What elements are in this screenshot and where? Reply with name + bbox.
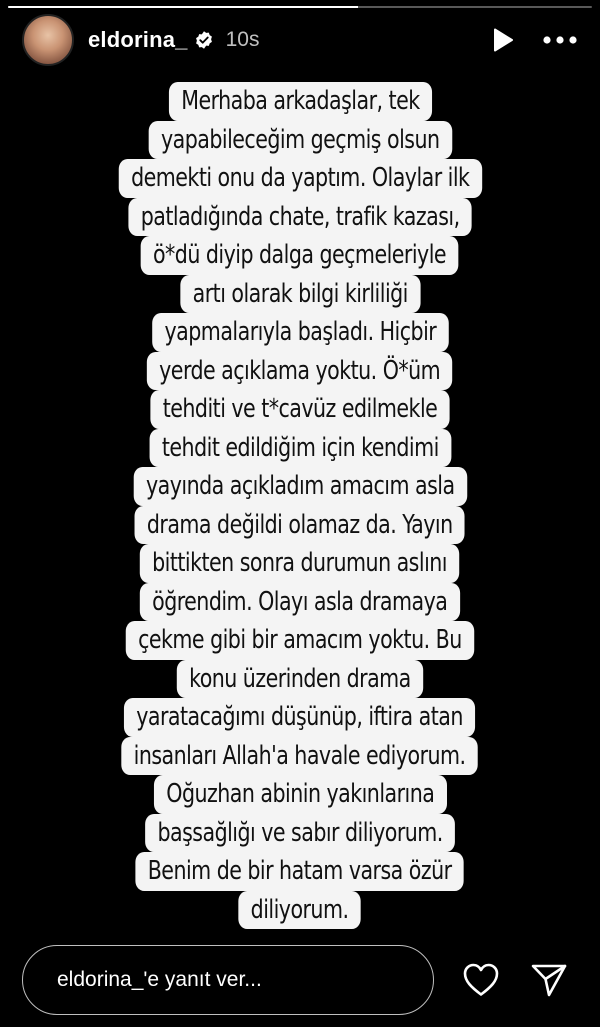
story-text-line: artı olarak bilgi kirliliği — [180, 275, 420, 314]
story-text-line: başsağlığı ve sabır diliyorum. — [145, 814, 455, 853]
story-text-line: yaratacağımı düşünüp, iftira atan — [124, 698, 475, 737]
send-button[interactable] — [530, 962, 568, 998]
story-text-line: drama değildi olamaz da. Yayın — [135, 506, 465, 545]
play-icon — [491, 27, 515, 53]
story-text-line: insanları Allah'a havale ediyorum. — [122, 737, 479, 776]
story-header — [22, 14, 578, 66]
reply-placeholder: eldorina_'e yanıt ver... — [57, 968, 262, 991]
story-text-line: diliyorum. — [239, 891, 361, 930]
story-text-line: konu üzerinden drama — [177, 660, 423, 699]
story-text-line: çekme gibi bir amacım yoktu. Bu — [126, 621, 474, 660]
story-text-line: patladığında chate, trafik kazası, — [128, 198, 471, 237]
reply-input[interactable] — [22, 945, 434, 1015]
story-progress-bar — [8, 6, 592, 8]
send-icon — [530, 962, 568, 998]
avatar[interactable] — [22, 14, 74, 66]
story-text-line: ö*dü diyip dalga geçmeleriyle — [141, 236, 459, 275]
story-text-line: öğrendim. Olayı asla dramaya — [140, 583, 460, 622]
heart-icon — [462, 962, 500, 998]
play-button[interactable] — [488, 25, 518, 55]
story-progress-fill — [8, 6, 358, 8]
verified-badge-icon — [194, 30, 214, 50]
story-text-line: yayında açıkladım amacım asla — [133, 467, 466, 506]
more-options-button[interactable] — [542, 25, 578, 55]
story-text-line: yapabileceğim geçmiş olsun — [148, 121, 451, 160]
username[interactable]: eldorina_ — [88, 27, 188, 52]
story-text-line: Merhaba arkadaşlar, tek — [168, 82, 431, 121]
story-text-line: demekti onu da yaptım. Olaylar ilk — [118, 159, 481, 198]
story-text-line: bittikten sonra durumun aslını — [140, 544, 460, 583]
story-text-line: tehditi ve t*cavüz edilmekle — [150, 390, 449, 429]
story-text-block — [0, 82, 600, 929]
story-text-line: tehdit edildiğim için kendimi — [149, 429, 451, 468]
like-button[interactable] — [462, 962, 500, 998]
story-text-line: yapmalarıyla başladı. Hiçbir — [152, 313, 448, 352]
story-text-line: Oğuzhan abinin yakınlarına — [154, 775, 447, 814]
story-text-line: Benim de bir hatam varsa özür — [136, 852, 464, 891]
more-horizontal-icon — [543, 36, 577, 44]
story-timestamp: 10s — [225, 28, 260, 51]
story-text-line: yerde açıklama yoktu. Ö*üm — [147, 352, 453, 391]
